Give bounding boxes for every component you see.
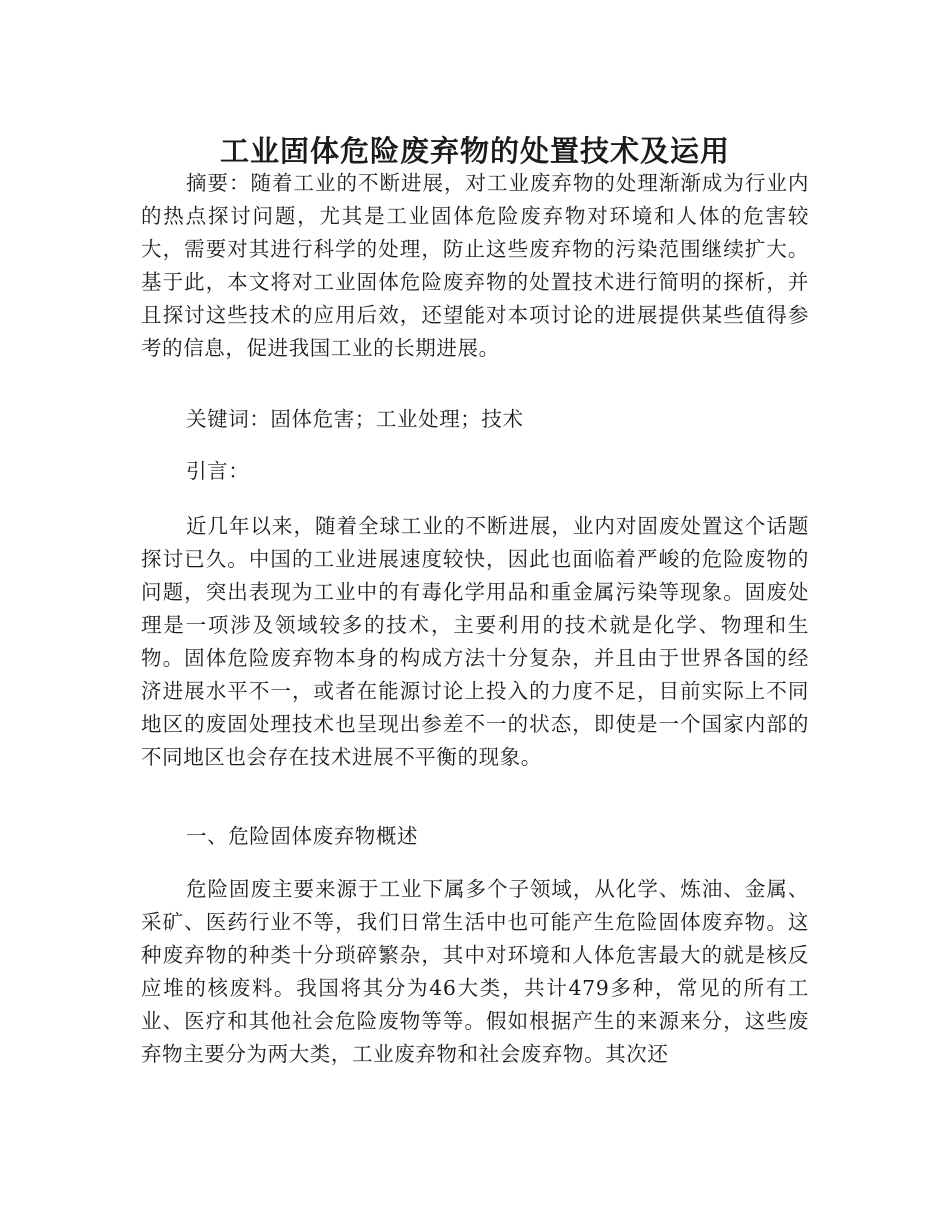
section-1-paragraph: 危险固废主要来源于工业下属多个子领域，从化学、炼油、金属、采矿、医药行业不等，我们日常生活中也可能产生危险固体废弃物。这种废弃物的种类十分琐碎繁杂，其中对环境和人体危害最大的就是核反应堆的核废料。我国将其分为46大类，共计479多种，常见的所有工业、医疗和其他社会危险废物等等。假如根据产生的来源来分，这些废弃物主要分为两大类，工业废弃物和社会废弃物。其次还: [141, 877, 809, 1066]
introduction-heading: 引言：: [186, 459, 250, 483]
document-title: 工业固体危险废弃物的处置技术及运用: [219, 134, 730, 169]
section-1-heading: 一、危险固体废弃物概述: [186, 824, 419, 848]
abstract-paragraph: 摘要：随着工业的不断进展，对工业废弃物的处理渐渐成为行业内的热点探讨问题，尤其是工业固体危险废弃物对环境和人体的危害较大，需要对其进行科学的处理，防止这些废弃物的污染范围继续扩大。基于此，本文将对工业固体危险废弃物的处置技术进行简明的探析，并且探讨这些技术的应用后效，还望能对本项讨论的进展提供某些值得参考的信息，促进我国工业的长期进展。: [141, 171, 809, 360]
keywords-line: 关键词：固体危害；工业处理；技术: [186, 407, 524, 431]
introduction-paragraph: 近几年以来，随着全球工业的不断进展，业内对固废处置这个话题探讨已久。中国的工业进展速度较快，因此也面临着严峻的危险废物的问题，突出表现为工业中的有毒化学用品和重金属污染等现象。固废处理是一项涉及领域较多的技术，主要利用的技术就是化学、物理和生物。固体危险废弃物本身的构成方法十分复杂，并且由于世界各国的经济进展水平不一，或者在能源讨论上投入的力度不足，目前实际上不同地区的废固处理技术也呈现出参差不一的状态，即使是一个国家内部的不同地区也会存在技术进展不平衡的现象。: [141, 514, 809, 769]
